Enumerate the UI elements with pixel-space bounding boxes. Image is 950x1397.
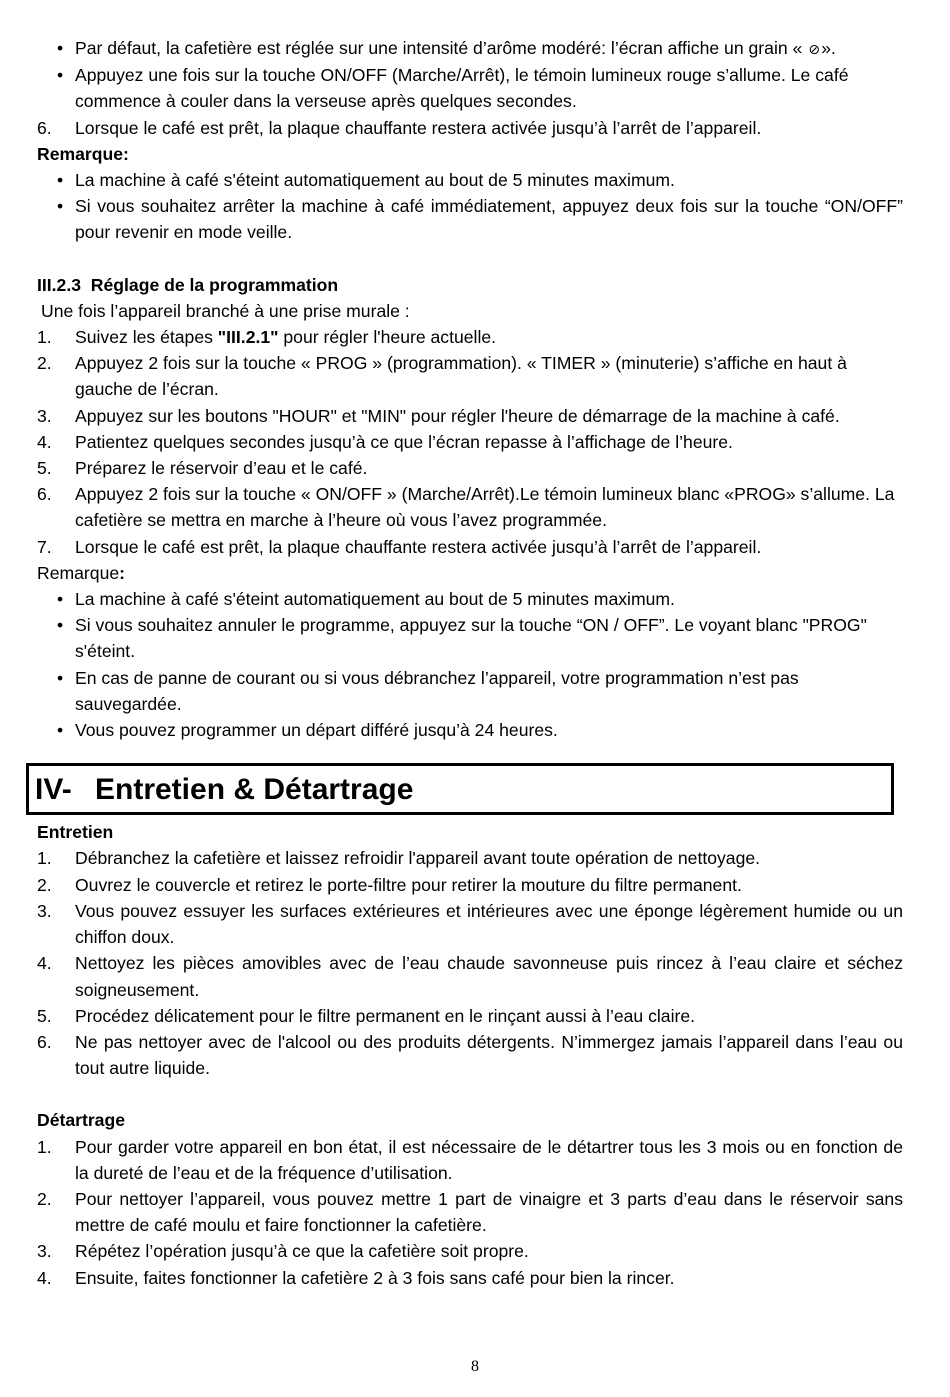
heading-title: Réglage de la programmation <box>90 274 339 295</box>
list-item <box>37 845 903 871</box>
item-number: 4. <box>37 1267 52 1288</box>
section-number: IV- <box>35 773 72 807</box>
item-text: Lorsque le café est prêt, la plaque chauffante restera activée jusqu’à l’arrêt de l’appareil. <box>75 536 762 557</box>
list-item <box>37 429 903 455</box>
heading-number: III.2.3 <box>37 274 82 295</box>
list-item <box>37 403 903 429</box>
item-text: Appuyez 2 fois sur la touche « ON/OFF » (Marche/Arrêt).Le témoin lumineux blanc «PROG» s’allume. La cafetière se mettra en marche à l’heure où vous l’avez programmée. <box>75 484 895 531</box>
list-item <box>37 586 903 612</box>
item-text-end: pour régler l'heure actuelle. <box>278 327 497 348</box>
bullet-text: Par défaut, la cafetière est réglée sur une intensité d’arôme modéré: l’écran affiche un grain « <box>75 38 808 58</box>
list-item <box>37 1029 903 1081</box>
list-item <box>37 612 903 664</box>
list-item <box>37 1265 903 1291</box>
list-item <box>37 950 903 1002</box>
item-number: 4. <box>37 431 52 452</box>
bullet-text: Si vous souhaitez arrêter la machine à café immédiatement, appuyez deux fois sur la touche “ON/OFF” pour revenir en mode veille. <box>75 196 903 243</box>
list-item <box>37 62 903 114</box>
list-item <box>37 455 903 481</box>
subsection-heading: Détartrage <box>37 1110 126 1131</box>
remark-label: Remarque: <box>37 143 129 164</box>
item-number: 6. <box>37 117 52 138</box>
item-text: Nettoyez les pièces amovibles avec de l’eau chaude savonneuse puis rincez à l’eau claire et séchez soigneusement. <box>75 953 903 1000</box>
item-text: Patientez quelques secondes jusqu’à ce que l’écran repasse à l’affichage de l’heure. <box>75 431 733 452</box>
list-item <box>37 193 903 245</box>
list-item <box>37 1134 903 1186</box>
bullet-dot: • <box>57 65 64 86</box>
bullet-dot: • <box>57 667 64 688</box>
item-text: Appuyez 2 fois sur la touche « PROG » (programmation). « TIMER » (minuterie) s’affiche en haut à gauche de l’écran. <box>75 353 847 400</box>
item-text: Vous pouvez essuyer les surfaces extérieures et intérieures avec une éponge légèrement humide ou un chiffon doux. <box>75 900 903 948</box>
item-number: 3. <box>37 1241 52 1262</box>
page-content <box>37 35 903 1291</box>
item-text: Ouvrez le couvercle et retirez le porte-filtre pour retirer la mouture du filtre permanent. <box>75 874 742 895</box>
bullet-dot: • <box>57 615 64 636</box>
item-number: 1. <box>37 1136 52 1157</box>
item-number: 7. <box>37 536 52 557</box>
item-number: 2. <box>37 353 52 374</box>
bullet-text: La machine à café s'éteint automatiquement au bout de 5 minutes maximum. <box>75 589 675 610</box>
item-text: Préparez le réservoir d’eau et le café. <box>75 458 368 479</box>
item-number: 6. <box>37 1031 52 1052</box>
section-heading-box <box>26 763 894 815</box>
item-number: 2. <box>37 1188 52 1209</box>
item-text: Ne pas nettoyer avec de l'alcool ou des produits détergents. N’immergez jamais l’appareil dans l’eau ou tout autre liquide. <box>75 1031 903 1079</box>
bullet-text-end: ». <box>821 38 836 58</box>
spacer <box>37 1081 903 1107</box>
list-item <box>37 35 903 62</box>
item-text: Suivez les étapes <box>75 327 218 348</box>
section-title: Entretien & Détartrage <box>95 773 414 807</box>
remark-label-text: Remarque <box>37 562 120 583</box>
list-item <box>37 1003 903 1029</box>
intro-text: Une fois l’appareil branché à une prise murale : <box>41 300 410 321</box>
list-item <box>37 167 903 193</box>
item-number: 4. <box>37 953 52 974</box>
bullet-dot: • <box>57 720 64 741</box>
subsection-heading: Entretien <box>37 822 114 843</box>
list-item <box>37 1186 903 1238</box>
item-number: 5. <box>37 1005 52 1026</box>
item-number: 3. <box>37 900 52 921</box>
item-number: 1. <box>37 327 52 348</box>
list-item <box>37 872 903 898</box>
coffee-grain-icon: ⊘ <box>808 41 821 57</box>
spacer <box>37 246 903 272</box>
bullet-dot: • <box>57 170 64 191</box>
item-text: Lorsque le café est prêt, la plaque chauffante restera activée jusqu’à l’arrêt de l’appareil. <box>75 117 762 138</box>
bullet-dot: • <box>57 38 64 58</box>
item-number: 5. <box>37 458 52 479</box>
item-number: 3. <box>37 405 52 426</box>
item-text: Débranchez la cafetière et laissez refroidir l'appareil avant toute opération de nettoyage. <box>75 848 761 869</box>
item-reference: "III.2.1" <box>217 327 279 348</box>
remark-colon: : <box>119 562 126 583</box>
bullet-dot: • <box>57 589 64 610</box>
item-text: Répétez l’opération jusqu’à ce que la cafetière soit propre. <box>75 1241 529 1262</box>
bullet-text: Si vous souhaitez annuler le programme, appuyez sur la touche “ON / OFF”. Le voyant blanc "PROG" s'éteint. <box>75 615 867 662</box>
list-item <box>37 115 903 141</box>
list-item <box>37 898 903 950</box>
list-item <box>37 717 903 743</box>
subsection-heading <box>37 272 903 298</box>
bullet-text: Vous pouvez programmer un départ différé jusqu’à 24 heures. <box>75 720 558 741</box>
list-item <box>37 1238 903 1264</box>
item-text: Pour nettoyer l’appareil, vous pouvez mettre 1 part de vinaigre et 3 parts d’eau dans le réservoir sans mettre de café moulu et faire fonctionner la cafetière. <box>75 1188 903 1236</box>
item-number: 2. <box>37 874 52 895</box>
item-text: Procédez délicatement pour le filtre permanent en le rinçant aussi à l’eau claire. <box>75 1005 696 1026</box>
item-number: 1. <box>37 848 52 869</box>
bullet-text: Appuyez une fois sur la touche ON/OFF (Marche/Arrêt), le témoin lumineux rouge s’allume. Le café commence à couler dans la verseuse après quelques secondes. <box>75 65 849 112</box>
bullet-text: La machine à café s'éteint automatiquement au bout de 5 minutes maximum. <box>75 170 675 191</box>
remark-label <box>37 560 903 586</box>
list-item <box>37 481 903 533</box>
bullet-text: En cas de panne de courant ou si vous débranchez l’appareil, votre programmation n’est pas sauvegardée. <box>75 667 799 714</box>
item-number: 6. <box>37 484 52 505</box>
item-text: Ensuite, faites fonctionner la cafetière 2 à 3 fois sans café pour bien la rincer. <box>75 1267 675 1288</box>
list-item <box>37 665 903 717</box>
list-item <box>37 350 903 402</box>
bullet-dot: • <box>57 196 64 217</box>
item-text: Appuyez sur les boutons "HOUR" et "MIN" pour régler l'heure de démarrage de la machine à café. <box>75 405 840 426</box>
item-text: Pour garder votre appareil en bon état, il est nécessaire de le détartrer tous les 3 mois ou en fonction de la dureté de l’eau et de la fréquence d’utilisation. <box>75 1136 903 1183</box>
list-item <box>37 324 903 350</box>
list-item <box>37 534 903 560</box>
page-number: 8 <box>471 1358 479 1375</box>
